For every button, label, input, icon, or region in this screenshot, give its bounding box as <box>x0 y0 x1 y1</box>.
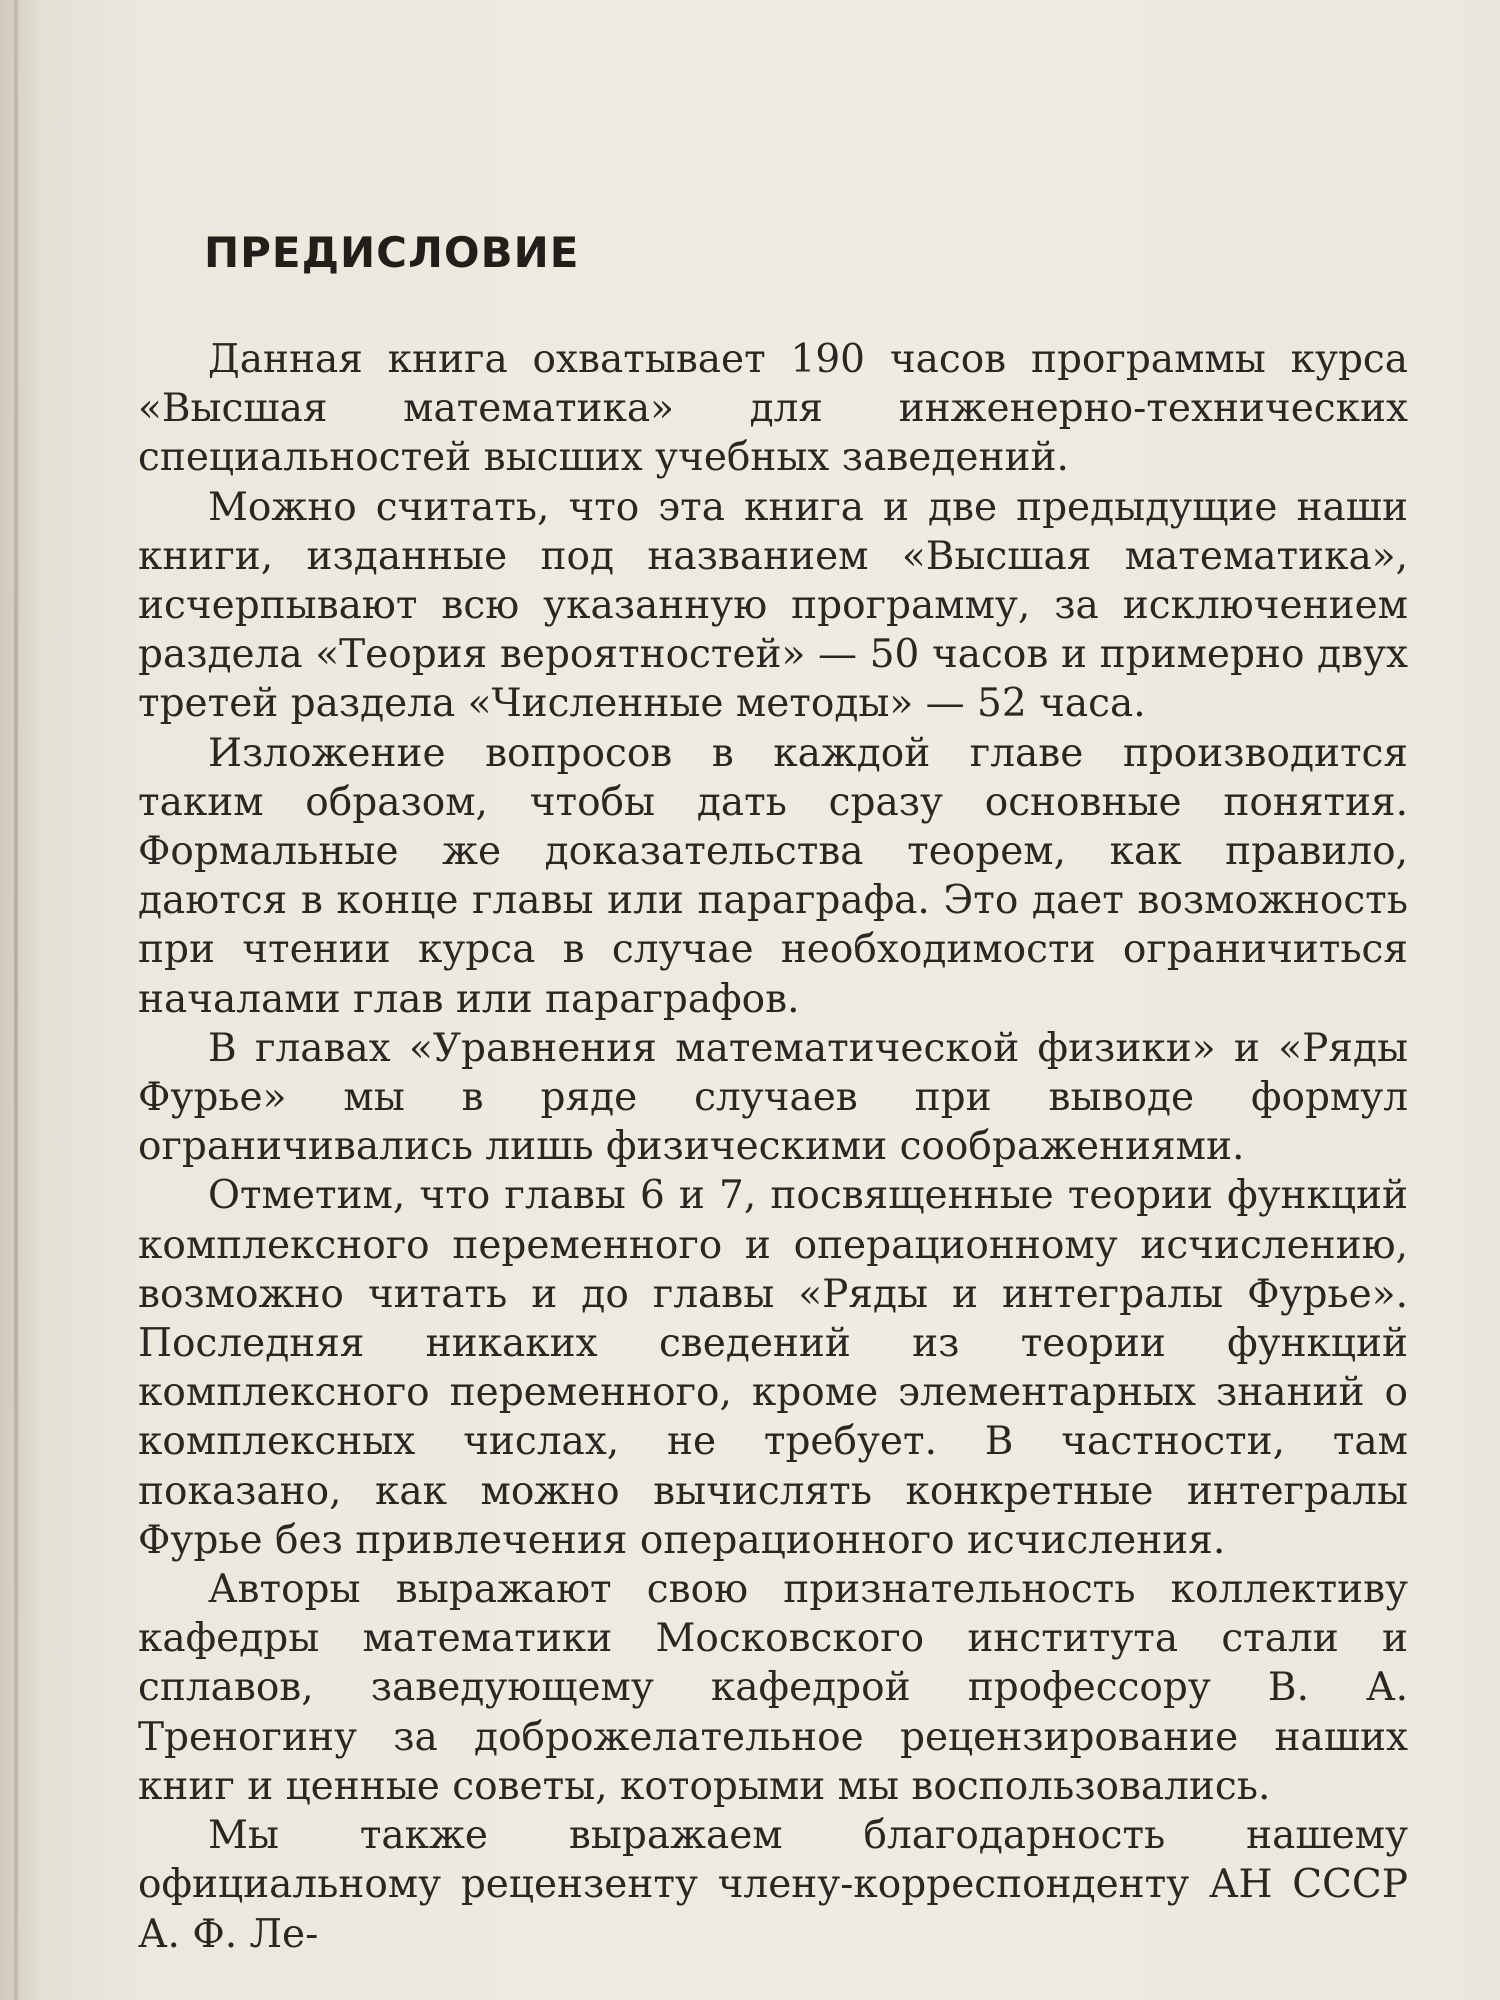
paragraph-7: Мы также выражаем благодарность нашему официальному рецензенту члену-корреспонденту АН СССР А. Ф. Ле- <box>138 1813 1408 1957</box>
paragraph-6: Авторы выражают свою признательность коллективу кафедры математики Московского института стали и сплавов, заведующему кафедрой профессору В. А. Треногину за доброжелательное рецензирование наших книг и ценные советы, которыми мы воспользовались. <box>138 1567 1408 1809</box>
page-gutter <box>14 0 18 2000</box>
text-block <box>138 228 1408 1959</box>
page-title: ПРЕДИСЛОВИЕ <box>204 228 580 277</box>
paragraph-1: Данная книга охватывает 190 часов программы курса «Высшая математика» для инженерно-технических специальностей высших учебных заведений. <box>138 337 1408 481</box>
paragraph-3: Изложение вопросов в каждой главе производится таким образом, чтобы дать сразу основные понятия. Формальные же доказательства теорем, как правило, даются в конце главы или параграфа. Это дает возможность при чтении курса в случае необходимости ограничиться началами глав или параграфов. <box>138 730 1408 1022</box>
paragraph-2: Можно считать, что эта книга и две предыдущие наши книги, изданные под названием «Высшая математика», исчерпывают всю указанную программу, за исключением раздела «Теория вероятностей» — 50 часов и примерно двух третей раздела «Численные методы» — 52 часа. <box>138 484 1408 727</box>
paragraph-4: В главах «Уравнения математической физики» и «Ряды Фурье» мы в ряде случаев при выводе формул ограничивались лишь физическими соображениями. <box>138 1025 1408 1170</box>
paragraph-5: Отметим, что главы 6 и 7, посвященные теории функций комплексного переменного и операционному исчислению, возможно читать и до главы «Ряды и интегралы Фурье». Последняя никаких сведений из теории функций комплексного переменного, кроме элементарных знаний о комплексных числах, не требует. В частности, там показано, как можно вычислять конкретные интегралы Фурье без привлечения операционного исчисления. <box>138 1173 1408 1563</box>
